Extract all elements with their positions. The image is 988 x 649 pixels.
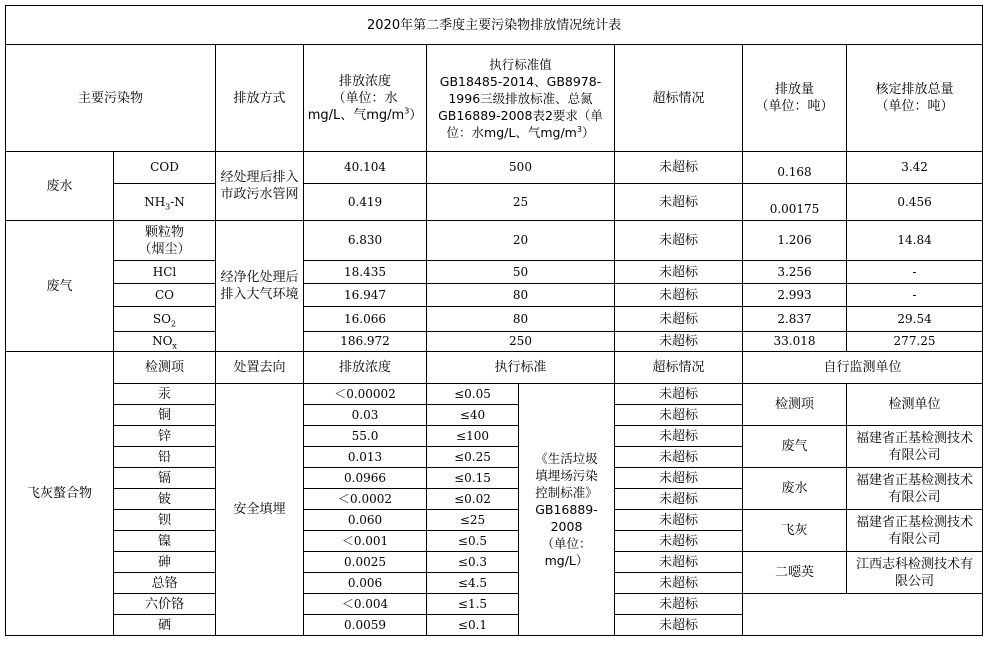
waste-gas-item: $SO_2$ (114, 307, 216, 332)
fly-ash-disposal: 安全填埋 (216, 384, 304, 636)
waste-gas-total: 14.84 (847, 221, 983, 261)
fly-ash-exceed: 未超标 (615, 552, 743, 573)
fly-ash-conc: 0.006 (304, 573, 427, 594)
waste-gas-item: CO (114, 284, 216, 307)
waste-gas-amount: 33.018 (743, 332, 847, 352)
fly-ash-limit: ≤40 (427, 405, 519, 426)
fly-ash-item: 钡 (114, 510, 216, 531)
wastewater-exceed: 未超标 (615, 152, 743, 184)
waste-gas-conc: 18.435 (304, 261, 427, 284)
fly-ash-limit: ≤0.3 (427, 552, 519, 573)
wastewater-amount: 0.168 (743, 152, 847, 184)
category-wastewater: 废水 (6, 152, 114, 221)
header-standard: 执行标准值 GB18485-2014、GB8978- 1996三级排放标准、总氮 GB16889-2008表2要求（单 位：水mg/L、气$mg/m^3$） (427, 45, 615, 152)
waste-gas-std: 20 (427, 221, 615, 261)
fly-ash-exceed: 未超标 (615, 405, 743, 426)
fly-ash-item: 锌 (114, 426, 216, 447)
fly-ash-limit: ≤1.5 (427, 594, 519, 615)
wastewater-conc: 40.104 (304, 152, 427, 184)
category-waste-gas: 废气 (6, 221, 114, 352)
waste-gas-conc: 16.066 (304, 307, 427, 332)
waste-gas-total: - (847, 284, 983, 307)
fly-ash-limit: ≤0.05 (427, 384, 519, 405)
waste-gas-amount: 3.256 (743, 261, 847, 284)
waste-gas-exceed: 未超标 (615, 221, 743, 261)
wastewater-total: 3.42 (847, 152, 983, 184)
fly-ash-conc: ＜0.004 (304, 594, 427, 615)
waste-gas-conc: 6.830 (304, 221, 427, 261)
header-concentration: 排放浓度 （单位：水 mg/L、气$mg/m^3$） (304, 45, 427, 152)
monitor-unit: 江西志科检测技术有限公司 (847, 552, 983, 594)
table-title: 2020年第二季度主要污染物排放情况统计表 (6, 6, 983, 45)
waste-gas-amount: 2.993 (743, 284, 847, 307)
fly-ash-limit: ≤25 (427, 510, 519, 531)
wastewater-item: COD (114, 152, 216, 184)
fly-ash-item: 镉 (114, 468, 216, 489)
waste-gas-std: 80 (427, 307, 615, 332)
header-approved-total: 核定排放总量 （单位：吨） (847, 45, 983, 152)
waste-gas-exceed: 未超标 (615, 261, 743, 284)
fly-ash-exceed: 未超标 (615, 615, 743, 636)
fly-ash-exceed: 未超标 (615, 510, 743, 531)
fly-ash-conc: 0.060 (304, 510, 427, 531)
waste-gas-amount: 1.206 (743, 221, 847, 261)
fly-ash-limit: ≤0.25 (427, 447, 519, 468)
fly-ash-exceed: 未超标 (615, 447, 743, 468)
waste-gas-conc: 16.947 (304, 284, 427, 307)
fly-ash-header-exceed: 超标情况 (615, 352, 743, 384)
monitor-item: 废气 (743, 426, 847, 468)
fly-ash-header-monitor: 自行监测单位 (743, 352, 983, 384)
fly-ash-exceed: 未超标 (615, 531, 743, 552)
fly-ash-header-disposal: 处置去向 (216, 352, 304, 384)
wastewater-method: 经处理后排入市政污水管网 (216, 152, 304, 221)
wastewater-std: 500 (427, 152, 615, 184)
fly-ash-header-conc: 排放浓度 (304, 352, 427, 384)
fly-ash-conc: 0.0025 (304, 552, 427, 573)
fly-ash-conc: ＜0.00002 (304, 384, 427, 405)
fly-ash-exceed: 未超标 (615, 468, 743, 489)
waste-gas-std: 250 (427, 332, 615, 352)
waste-gas-exceed: 未超标 (615, 307, 743, 332)
monitor-unit: 福建省正基检测技术有限公司 (847, 426, 983, 468)
header-exceed: 超标情况 (615, 45, 743, 152)
fly-ash-std-note: 《生活垃圾 填埋场污染 控制标准》 GB16889- 2008 （单位： mg/L） (519, 384, 615, 636)
fly-ash-limit: ≤0.5 (427, 531, 519, 552)
fly-ash-limit: ≤0.1 (427, 615, 519, 636)
waste-gas-method: 经净化处理后排入大气环境 (216, 221, 304, 352)
fly-ash-conc: 0.013 (304, 447, 427, 468)
fly-ash-exceed: 未超标 (615, 426, 743, 447)
monitor-item: 废水 (743, 468, 847, 510)
fly-ash-item: 铅 (114, 447, 216, 468)
fly-ash-conc: 0.0059 (304, 615, 427, 636)
monitor-item-header: 检测项 (743, 384, 847, 426)
waste-gas-std: 50 (427, 261, 615, 284)
waste-gas-total: - (847, 261, 983, 284)
fly-ash-limit: ≤100 (427, 426, 519, 447)
fly-ash-header-std: 执行标准 (427, 352, 615, 384)
fly-ash-item: 镍 (114, 531, 216, 552)
waste-gas-exceed: 未超标 (615, 284, 743, 307)
fly-ash-conc: 0.0966 (304, 468, 427, 489)
fly-ash-conc: ＜0.001 (304, 531, 427, 552)
header-amount: 排放量 （单位：吨） (743, 45, 847, 152)
fly-ash-item: 总铬 (114, 573, 216, 594)
waste-gas-std: 80 (427, 284, 615, 307)
monitor-unit: 福建省正基检测技术有限公司 (847, 510, 983, 552)
fly-ash-conc: ＜0.0002 (304, 489, 427, 510)
waste-gas-amount: 2.837 (743, 307, 847, 332)
fly-ash-item: 铜 (114, 405, 216, 426)
fly-ash-exceed: 未超标 (615, 489, 743, 510)
wastewater-std: 25 (427, 184, 615, 221)
emissions-table (5, 5, 983, 636)
waste-gas-total: 29.54 (847, 307, 983, 332)
category-fly-ash: 飞灰螯合物 (6, 352, 114, 636)
monitor-unit: 福建省正基检测技术有限公司 (847, 468, 983, 510)
waste-gas-item: $NO_x$ (114, 332, 216, 352)
wastewater-total: 0.456 (847, 184, 983, 221)
monitor-item: 二噁英 (743, 552, 847, 594)
fly-ash-limit: ≤0.15 (427, 468, 519, 489)
fly-ash-item: 汞 (114, 384, 216, 405)
fly-ash-exceed: 未超标 (615, 573, 743, 594)
fly-ash-item: 六价铬 (114, 594, 216, 615)
monitor-item: 飞灰 (743, 510, 847, 552)
fly-ash-item: 硒 (114, 615, 216, 636)
monitor-empty-cell (743, 594, 983, 636)
header-method: 排放方式 (216, 45, 304, 152)
waste-gas-conc: 186.972 (304, 332, 427, 352)
waste-gas-total: 277.25 (847, 332, 983, 352)
waste-gas-item: 颗粒物 （烟尘） (114, 221, 216, 261)
wastewater-item: $NH_3-N$ (114, 184, 216, 221)
waste-gas-exceed: 未超标 (615, 332, 743, 352)
fly-ash-limit: ≤0.02 (427, 489, 519, 510)
fly-ash-exceed: 未超标 (615, 384, 743, 405)
fly-ash-header-item: 检测项 (114, 352, 216, 384)
fly-ash-conc: 55.0 (304, 426, 427, 447)
fly-ash-exceed: 未超标 (615, 594, 743, 615)
fly-ash-limit: ≤4.5 (427, 573, 519, 594)
waste-gas-item: HCl (114, 261, 216, 284)
fly-ash-item: 铍 (114, 489, 216, 510)
wastewater-conc: 0.419 (304, 184, 427, 221)
header-pollutant: 主要污染物 (6, 45, 216, 152)
monitor-unit-header: 检测单位 (847, 384, 983, 426)
fly-ash-item: 砷 (114, 552, 216, 573)
fly-ash-conc: 0.03 (304, 405, 427, 426)
wastewater-amount: 0.00175 (743, 184, 847, 221)
wastewater-exceed: 未超标 (615, 184, 743, 221)
